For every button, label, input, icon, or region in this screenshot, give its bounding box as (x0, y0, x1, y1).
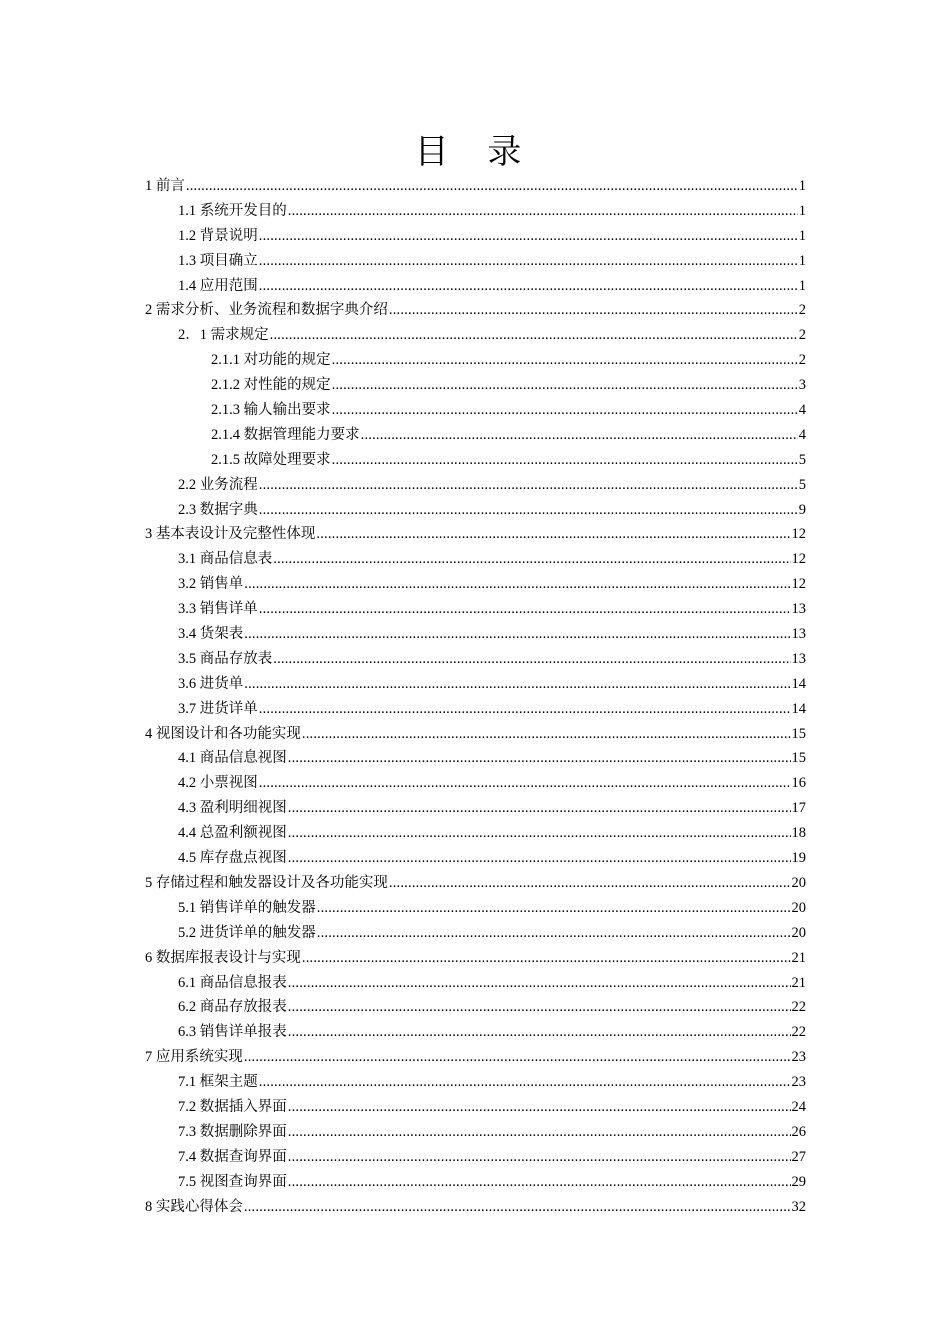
dot-leader (288, 1095, 791, 1120)
toc-entry-label: 6.3 销售详单报表 (178, 1024, 287, 1041)
toc-entry-page-number: 2 (798, 352, 806, 369)
toc-entry-page-number: 22 (791, 1024, 806, 1041)
toc-entry-page-number: 12 (791, 526, 806, 543)
toc-entry-page-number: 5 (798, 476, 806, 493)
toc-entry[interactable] (145, 522, 806, 547)
toc-entry-page-number: 23 (791, 1049, 806, 1066)
toc-entry[interactable] (145, 274, 806, 299)
toc-entry-label: 2.2 业务流程 (178, 476, 258, 493)
toc-entry[interactable] (145, 597, 806, 622)
toc-entry-label: 2.1.2 对性能的规定 (211, 377, 331, 394)
toc-entry[interactable] (145, 821, 806, 846)
dot-leader (302, 946, 791, 971)
toc-entry-page-number: 5 (798, 451, 806, 468)
toc-entry-page-number: 12 (791, 551, 806, 568)
dot-leader (244, 1045, 791, 1070)
toc-entry-label: 3.6 进货单 (178, 675, 244, 692)
dot-leader (259, 249, 798, 274)
toc-entry[interactable] (145, 1195, 806, 1220)
toc-entry-label: 6.2 商品存放报表 (178, 999, 287, 1016)
dot-leader (316, 522, 790, 547)
dot-leader (244, 572, 790, 597)
toc-entry[interactable] (145, 1170, 806, 1195)
toc-entry-page-number: 21 (791, 974, 806, 991)
toc-entry[interactable] (145, 174, 806, 199)
dot-leader (288, 995, 791, 1020)
dot-leader (332, 448, 798, 473)
toc-entry[interactable] (145, 423, 806, 448)
toc-entry-page-number: 1 (798, 178, 806, 194)
toc-entry-label: 4.1 商品信息视图 (178, 750, 287, 767)
toc-entry-page-number: 23 (791, 1074, 806, 1091)
toc-entry-page-number: 15 (791, 750, 806, 767)
dot-leader (273, 547, 790, 572)
toc-entry-label: 2.1.1 对功能的规定 (211, 352, 331, 369)
toc-entry[interactable] (145, 249, 806, 274)
toc-entry-page-number: 18 (791, 825, 806, 842)
dot-leader (259, 597, 791, 622)
dot-leader (259, 473, 798, 498)
toc-entry-label: 7.5 视图查询界面 (178, 1173, 287, 1190)
toc-entry-page-number: 3 (798, 377, 806, 394)
toc-entry[interactable] (145, 871, 806, 896)
toc-entry-page-number: 4 (798, 426, 806, 443)
toc-entry-label: 3.1 商品信息表 (178, 551, 273, 568)
toc-entry-page-number: 26 (791, 1123, 806, 1140)
dot-leader (288, 796, 791, 821)
dot-leader (288, 971, 791, 996)
toc-entry-page-number: 1 (798, 227, 806, 244)
dot-leader (259, 274, 798, 299)
toc-entry-page-number: 20 (791, 924, 806, 941)
toc-entry-label: 3 基本表设计及完整性体现 (145, 526, 316, 543)
dot-leader (259, 1070, 791, 1095)
toc-entry-label: 7.4 数据查询界面 (178, 1148, 287, 1165)
dot-leader (317, 921, 791, 946)
toc-entry[interactable] (145, 498, 806, 523)
toc-entry[interactable] (145, 199, 806, 224)
toc-entry-page-number: 13 (791, 626, 806, 643)
toc-entry-label: 7.3 数据删除界面 (178, 1123, 287, 1140)
toc-entry[interactable] (145, 647, 806, 672)
dot-leader (332, 398, 798, 423)
toc-entry[interactable] (145, 547, 806, 572)
toc-entry-label: 1.3 项目确立 (178, 252, 258, 269)
dot-leader (288, 821, 791, 846)
dot-leader (244, 622, 790, 647)
toc-entry-label: 8 实践心得体会 (145, 1198, 243, 1215)
toc-entry-label: 7.1 框架主题 (178, 1074, 258, 1091)
toc-entry-page-number: 12 (791, 576, 806, 593)
toc-entry-label: 3.2 销售单 (178, 576, 244, 593)
toc-entry[interactable] (145, 473, 806, 498)
toc-entry[interactable] (145, 697, 806, 722)
toc-entry-label: 2.1.5 故障处理要求 (211, 451, 331, 468)
toc-entry[interactable] (145, 622, 806, 647)
toc-entry-label: 6 数据库报表设计与实现 (145, 949, 301, 966)
dot-leader (288, 199, 798, 224)
dot-leader (389, 298, 798, 323)
dot-leader (332, 348, 798, 373)
toc-entry-page-number: 21 (791, 949, 806, 966)
dot-leader (288, 846, 791, 871)
toc-entry-label: 3.5 商品存放表 (178, 650, 273, 667)
toc-entry-label: 4 视图设计和各功能实现 (145, 725, 301, 742)
toc-entry[interactable] (145, 896, 806, 921)
dot-leader (259, 498, 798, 523)
toc-entry-page-number: 1 (798, 252, 806, 269)
toc-entry[interactable] (145, 1145, 806, 1170)
toc-entry[interactable] (145, 323, 806, 348)
dot-leader (288, 1170, 791, 1195)
toc-entry[interactable] (145, 298, 806, 323)
dot-leader (259, 771, 791, 796)
toc-entry[interactable] (145, 572, 806, 597)
toc-entry-page-number: 13 (791, 601, 806, 618)
toc-entry[interactable] (145, 846, 806, 871)
toc-entry[interactable] (145, 1095, 806, 1120)
toc-entry-page-number: 16 (791, 775, 806, 792)
dot-leader (288, 1120, 791, 1145)
dot-leader (332, 373, 798, 398)
toc-entry[interactable] (145, 1020, 806, 1045)
toc-entry-label: 4.2 小票视图 (178, 775, 258, 792)
toc-entry-label: 4.5 库存盘点视图 (178, 850, 287, 867)
toc-entry-label: 3.7 进货详单 (178, 700, 258, 717)
toc-entry-page-number: 4 (798, 402, 806, 419)
dot-leader (244, 1195, 791, 1220)
dot-leader (361, 423, 798, 448)
dot-leader (317, 896, 791, 921)
toc-entry-page-number: 29 (791, 1173, 806, 1190)
toc-entry[interactable] (145, 722, 806, 747)
dot-leader (288, 1020, 791, 1045)
toc-entry-page-number: 9 (798, 501, 806, 518)
toc-entry-label: 5.1 销售详单的触发器 (178, 899, 316, 916)
toc-entry-page-number: 14 (791, 700, 806, 717)
toc-entry-label: 2.1.4 数据管理能力要求 (211, 426, 360, 443)
toc-entry-label: 3.4 货架表 (178, 626, 244, 643)
toc-entry-page-number: 17 (791, 800, 806, 817)
dot-leader (186, 174, 798, 199)
toc-entry[interactable] (145, 746, 806, 771)
toc-entry-label: 5.2 进货详单的触发器 (178, 924, 316, 941)
toc-entry-label: 4.3 盈利明细视图 (178, 800, 287, 817)
toc-entry-label: 6.1 商品信息报表 (178, 974, 287, 991)
toc-entry[interactable] (145, 1070, 806, 1095)
dot-leader (288, 1145, 791, 1170)
toc-entry-label: 1.2 背景说明 (178, 227, 258, 244)
toc-entry-label: 7 应用系统实现 (145, 1049, 243, 1066)
toc-entry-page-number: 20 (791, 874, 806, 891)
dot-leader (389, 871, 791, 896)
toc-entry-page-number: 32 (791, 1198, 806, 1215)
dot-leader (302, 722, 791, 747)
toc-entry[interactable] (145, 373, 806, 398)
toc-entry[interactable] (145, 971, 806, 996)
toc-entry[interactable] (145, 448, 806, 473)
toc-entry[interactable] (145, 224, 806, 249)
toc-entry-label: 2．1 需求规定 (178, 327, 269, 344)
toc-entry-page-number: 1 (798, 202, 806, 219)
toc-entry-label: 2.3 数据字典 (178, 501, 258, 518)
dot-leader (259, 224, 798, 249)
toc-entry[interactable] (145, 1120, 806, 1145)
toc-entry-page-number: 2 (798, 327, 806, 344)
toc-entry-label: 1.1 系统开发目的 (178, 202, 287, 219)
toc-entry[interactable] (145, 771, 806, 796)
toc-entry-page-number: 19 (791, 850, 806, 867)
dot-leader (273, 647, 790, 672)
toc-entry[interactable] (145, 348, 806, 373)
toc-entry-page-number: 14 (791, 675, 806, 692)
toc-entry-label: 7.2 数据插入界面 (178, 1098, 287, 1115)
table-of-contents (145, 174, 806, 1219)
toc-entry-page-number: 24 (791, 1098, 806, 1115)
toc-entry-label: 1 前言 (145, 178, 185, 194)
dot-leader (288, 746, 791, 771)
toc-entry-label: 2 需求分析、业务流程和数据字典介绍 (145, 302, 388, 319)
dot-leader (244, 672, 790, 697)
toc-entry-label: 1.4 应用范围 (178, 277, 258, 294)
toc-entry-label: 5 存储过程和触发器设计及各功能实现 (145, 874, 388, 891)
toc-entry-page-number: 27 (791, 1148, 806, 1165)
toc-entry-page-number: 15 (791, 725, 806, 742)
toc-entry[interactable] (145, 672, 806, 697)
toc-entry[interactable] (145, 995, 806, 1020)
toc-entry-label: 3.3 销售详单 (178, 601, 258, 618)
toc-entry-label: 4.4 总盈利额视图 (178, 825, 287, 842)
toc-entry[interactable] (145, 946, 806, 971)
toc-entry[interactable] (145, 921, 806, 946)
toc-entry-page-number: 1 (798, 277, 806, 294)
toc-entry[interactable] (145, 1045, 806, 1070)
toc-entry-page-number: 2 (798, 302, 806, 319)
toc-entry-page-number: 22 (791, 999, 806, 1016)
toc-entry[interactable] (145, 398, 806, 423)
toc-entry-label: 2.1.3 输人输出要求 (211, 402, 331, 419)
toc-entry-page-number: 20 (791, 899, 806, 916)
dot-leader (270, 323, 798, 348)
dot-leader (259, 697, 791, 722)
toc-title: 目 录 (414, 132, 536, 172)
toc-entry-page-number: 13 (791, 650, 806, 667)
toc-entry[interactable] (145, 796, 806, 821)
